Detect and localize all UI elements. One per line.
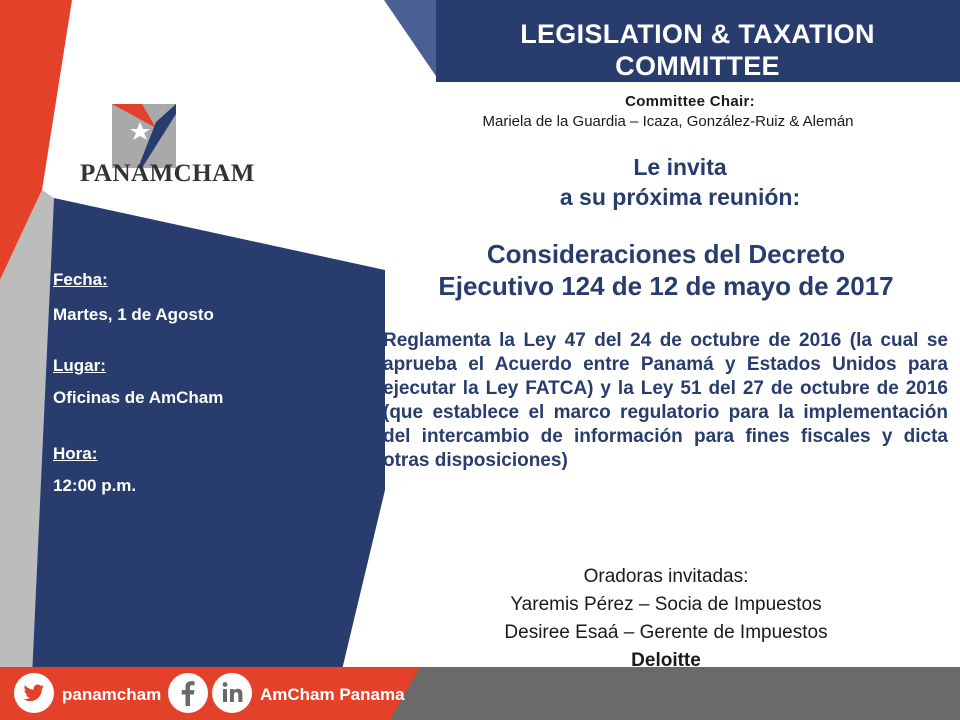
place-value: Oficinas de AmCham xyxy=(53,388,224,407)
meeting-topic-line1: Consideraciones del Decreto xyxy=(486,239,846,269)
linkedin-icon[interactable] xyxy=(212,673,252,713)
committee-title xyxy=(440,18,955,82)
speakers-heading: Oradoras invitadas: xyxy=(583,566,749,587)
committee-chair-label: Committee Chair: xyxy=(625,93,755,110)
twitter-icon[interactable] xyxy=(14,673,54,713)
time-value: 12:00 p.m. xyxy=(53,476,137,495)
facebook-icon[interactable] xyxy=(168,673,208,713)
place-label: Lugar: xyxy=(53,356,106,375)
speaker-1: Yaremis Pérez – Socia de Impuestos xyxy=(510,594,822,615)
meeting-topic-line2: Ejecutivo 124 de 12 de mayo de 2017 xyxy=(438,271,894,301)
invitation-text xyxy=(400,152,960,212)
header-light-stripe xyxy=(384,0,440,82)
time-label: Hora: xyxy=(53,444,98,463)
facebook-linkedin-page-name[interactable]: AmCham Panama xyxy=(260,685,405,704)
committee-title-line2: COMMITTEE xyxy=(615,51,780,81)
meeting-topic xyxy=(380,238,952,302)
committee-chair-names: Mariela de la Guardia – Icaza, González-Ruiz & Alemán xyxy=(482,113,854,130)
panamcham-logo-text: PANAMCHAM xyxy=(80,160,255,187)
date-value: Martes, 1 de Agosto xyxy=(53,305,214,324)
invitation-line1: Le invita xyxy=(633,154,727,180)
meeting-description: Reglamenta la Ley 47 del 24 de octubre de 2016 (la cual se aprueba el Acuerdo entre Panamá y Estados Unidos para ejecutar la Ley FATCA) y la Ley 51 del 27 de octubre de 2016 (que establece el marco regulatorio para la implementación del intercambio de información para fines fiscales y dicta otras disposiciones) xyxy=(383,330,948,471)
twitter-handle[interactable]: panamcham xyxy=(62,685,162,704)
guest-speakers xyxy=(440,563,892,675)
invitation-line2: a su próxima reunión: xyxy=(559,184,801,210)
speaker-2: Desiree Esaá – Gerente de Impuestos xyxy=(504,622,828,643)
panamcham-logo-mark xyxy=(112,104,176,168)
date-label: Fecha: xyxy=(53,270,108,289)
speaker-company: Deloitte xyxy=(631,650,701,671)
committee-title-line1: LEGISLATION & TAXATION xyxy=(520,19,875,49)
